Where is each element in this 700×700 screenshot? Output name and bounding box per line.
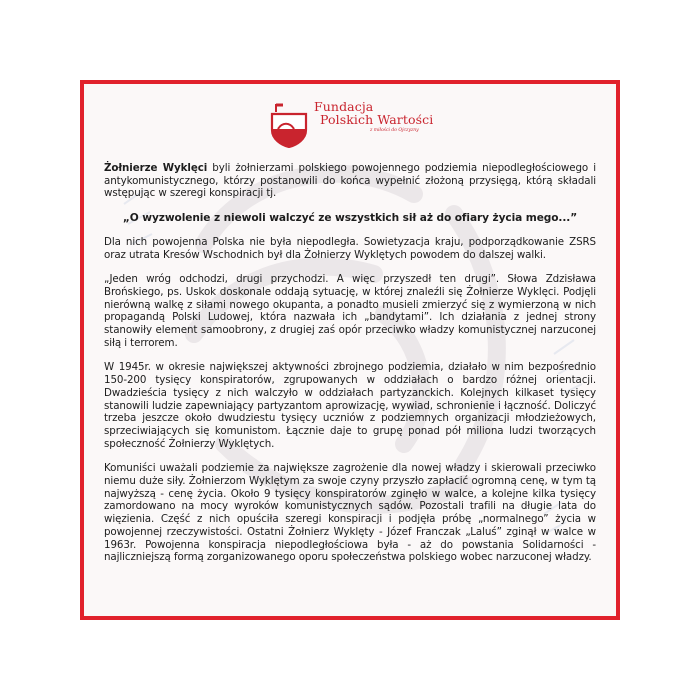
article-body [104,162,596,576]
paragraph-repression: Komuniści uważali podziemie za największe zagrożenie dla nowej władzy i skierowali przeciwko niemu duże siły. Żołnierzom Wyklętym za swoje czyny przyszło zapłacić ogromną cenę, w tym tą najwyższą - cenę życia. Około 9 tysięcy konspiratorów zginęło w walce, a kolejne kilka tysięcy zamordowano na mocy wyroków komunistycznych sądów. Pozostali trafili na długie lata do więzienia. Część z nich opuściła szeregi konspiracji i podjęła próbę „normalnego” życia w powojennej rzeczywistości. Ostatni Żołnierz Wyklęty - Józef Franczak „Laluś” zginął w walce w 1963r. Powojenna konspiracja niepodległościowa była - aż do powstania Solidarności - najliczniejszą formą zorganizowanego oporu społeczeństwa polskiego wobec narzuconej władzy. [104,462,596,564]
paragraph-uskok: „Jeden wróg odchodzi, drugi przychodzi. A więc przyszedł ten drugi”. Słowa Zdzisława Brońskiego, ps. Uskok doskonale oddają sytuację, w której znaleźli się Żołnierze Wyklęci. Podjęli nierówną walkę z siłami nowego okupanta, a ponadto musieli zmierzyć się z wymierzoną w nich propagandą Polski Ludowej, która nazwała ich „bandytami”. Ich działania z jednej strony stanowiły element samoobrony, z drugiej zaś opór przeciwko władzy komunistycznej narzuconej siłą i terrorem. [104,273,596,349]
logo-line-2: Polskich Wartości [320,112,434,127]
paragraph-1945: W 1945r. w okresie największej aktywności zbrojnego podziemia, działało w nim bezpośrednio 150-200 tysięcy konspiratorów, zgrupowanych w oddziałach o bardzo różnej orientacji. Dwadzieścia tysięcy z nich walczyło w oddziałach partyzanckich. Kolejnych kilkaset tysięcy stanowili ludzie zapewniający partyzantom aprowizację, wywiad, schronienie i łączność. Doliczyć trzeba jeszcze około dwudziestu tysięcy uczniów z podziemnych organizacji młodzieżowych, sprzeciwiających się komunistom. Łącznie daje to grupę ponad pół miliona ludzi tworzących społeczność Żołnierzy Wyklętych. [104,361,596,450]
logo-tagline: z miłości do Ojczyzny [370,128,419,133]
intro-text: byli żołnierzami polskiego powojennego podziemia niepodległościowego i antykomunistycznego, którzy postanowili do końca wypełnić złożoną przysięgą, którą składali wstępując w szeregi konspiracji tj. [104,162,596,200]
foundation-logo [270,98,440,150]
intro-term: Żołnierze Wyklęci [104,162,208,174]
logo-wordmark [314,100,433,134]
oath-quote: „O wyzwolenie z niewoli walczyć ze wszystkich sił aż do ofiary życia mego...” [122,212,578,225]
logo-line-1: Fundacja [314,99,374,114]
intro-paragraph [104,162,596,200]
paragraph-independence: Dla nich powojenna Polska nie była niepodległa. Sowietyzacja kraju, podporządkowanie ZSRS oraz utrata Kresów Wschodnich był dla Żołnierzy Wyklętych powodem do dalszej walki. [104,235,596,261]
flag-shield-icon [270,102,310,148]
poster-frame [80,80,620,620]
